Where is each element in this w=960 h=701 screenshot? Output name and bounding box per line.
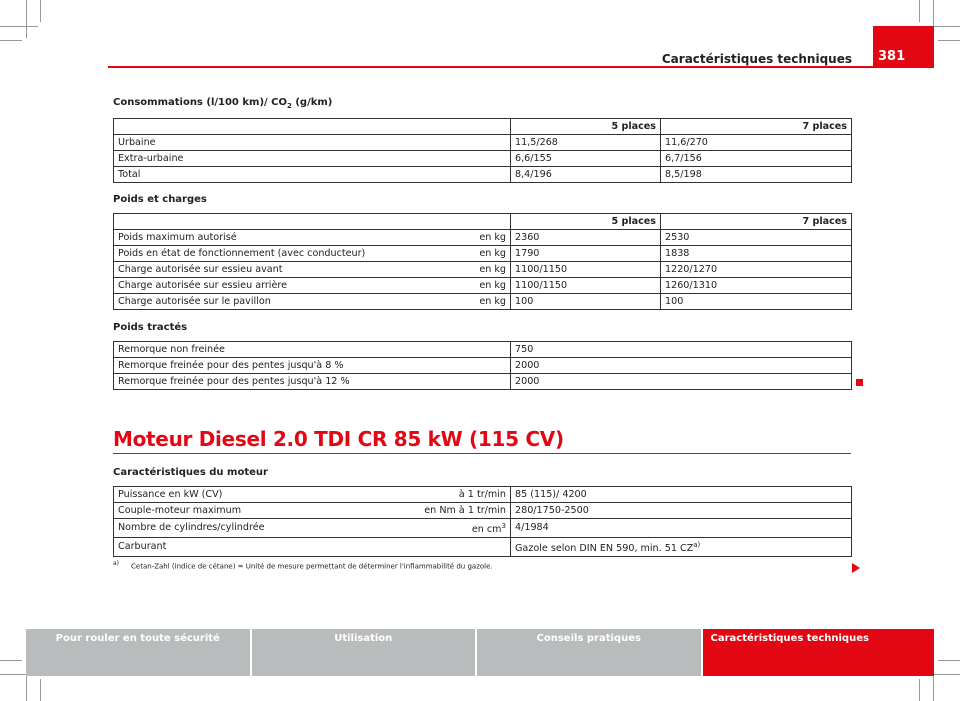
table-cell: Remorque freinée pour des pentes jusqu'à 8 % — [114, 358, 511, 374]
table-cell: Poids en état de fonctionnement (avec conducteur) — [114, 246, 444, 262]
table-row — [114, 342, 852, 358]
table-cell: 1790 — [511, 246, 661, 262]
chapter-tab-safety[interactable]: Pour rouler en toute sécurité — [26, 629, 250, 676]
table-cell: Charge autorisée sur essieu avant — [114, 262, 444, 278]
table-header-row — [114, 119, 852, 135]
table-cell: 8,5/198 — [661, 167, 852, 183]
continue-arrow-icon — [852, 563, 860, 573]
table-row — [114, 519, 852, 538]
table-row — [114, 487, 852, 503]
weights-title: Poids et charges — [113, 194, 207, 205]
consumption-title-sub: 2 — [287, 102, 292, 110]
table-cell: 11,5/268 — [511, 135, 661, 151]
table-cell: Charge autorisée sur essieu arrière — [114, 278, 444, 294]
crop-mark — [938, 660, 960, 661]
table-cell-unit: en kg — [444, 294, 511, 310]
engine-heading: Moteur Diesel 2.0 TDI CR 85 kW (115 CV) — [113, 427, 564, 451]
table-cell: Extra-urbaine — [114, 151, 511, 167]
crop-mark — [40, 0, 41, 22]
consumption-title — [113, 97, 332, 110]
table-row — [114, 167, 852, 183]
table-cell: 2000 — [511, 374, 852, 390]
crop-mark — [0, 26, 38, 27]
table-cell-unit: en kg — [444, 230, 511, 246]
table-cell: 2000 — [511, 358, 852, 374]
footnote-text: Cetan-Zahl (indice de cétane) = Unité de mesure permettant de déterminer l'inflammabilité du gazole. — [131, 562, 493, 571]
page-header-title: Caractéristiques techniques — [661, 52, 852, 66]
consumption-table — [113, 118, 852, 183]
table-row — [114, 294, 852, 310]
crop-mark — [919, 0, 920, 22]
table-cell: 100 — [511, 294, 661, 310]
table-header-cell — [444, 214, 511, 230]
chapter-tab-tips[interactable]: Conseils pratiques — [477, 629, 701, 676]
table-row — [114, 230, 852, 246]
table-header-cell — [114, 119, 511, 135]
table-row — [114, 246, 852, 262]
table-cell: 6,6/155 — [511, 151, 661, 167]
table-row — [114, 151, 852, 167]
table-cell: 1220/1270 — [661, 262, 852, 278]
table-cell: 85 (115)/ 4200 — [511, 487, 852, 503]
table-row — [114, 374, 852, 390]
table-row — [114, 135, 852, 151]
heading-rule — [113, 453, 851, 454]
section-end-marker — [856, 379, 863, 386]
table-cell: Couple-moteur maximum — [114, 503, 374, 519]
table-cell: 1260/1310 — [661, 278, 852, 294]
table-cell: 11,6/270 — [661, 135, 852, 151]
table-header-cell: 5 places — [511, 119, 661, 135]
table-header-cell: 7 places — [661, 214, 852, 230]
table-cell-unit — [374, 538, 511, 557]
table-cell: Poids maximum autorisé — [114, 230, 444, 246]
crop-mark — [0, 40, 22, 41]
table-cell: 4/1984 — [511, 519, 852, 538]
table-cell: Remorque non freinée — [114, 342, 511, 358]
table-cell-unit — [374, 519, 511, 538]
table-cell-unit: en kg — [444, 262, 511, 278]
table-cell: 2360 — [511, 230, 661, 246]
table-cell-unit: en kg — [444, 278, 511, 294]
table-row — [114, 503, 852, 519]
fuel-text: Gazole selon DIN EN 590, min. 51 CZ — [515, 543, 694, 555]
crop-mark — [919, 679, 920, 701]
unit-text: en cm — [471, 524, 502, 536]
table-cell-unit: en Nm à 1 tr/min — [374, 503, 511, 519]
table-row — [114, 262, 852, 278]
table-header-cell: 7 places — [661, 119, 852, 135]
table-cell-unit: en kg — [444, 246, 511, 262]
table-cell: 1100/1150 — [511, 262, 661, 278]
table-cell: 2530 — [661, 230, 852, 246]
footnote — [113, 560, 493, 570]
table-cell: 1100/1150 — [511, 278, 661, 294]
table-cell: 1838 — [661, 246, 852, 262]
footnote-mark: a) — [113, 560, 120, 567]
consumption-title-pre: Consommations (l/100 km)/ CO — [113, 97, 287, 108]
table-cell: Remorque freinée pour des pentes jusqu'à 12 % — [114, 374, 511, 390]
page-number: 381 — [873, 26, 934, 68]
header-rule — [108, 66, 934, 68]
crop-mark — [26, 0, 27, 38]
table-header-cell: 5 places — [511, 214, 661, 230]
crop-mark — [0, 660, 22, 661]
table-cell: 750 — [511, 342, 852, 358]
table-cell: 8,4/196 — [511, 167, 661, 183]
table-cell — [511, 538, 852, 557]
table-cell: Total — [114, 167, 511, 183]
table-cell: 280/1750-2500 — [511, 503, 852, 519]
table-cell: 100 — [661, 294, 852, 310]
towing-title: Poids tractés — [113, 322, 188, 333]
table-cell: 6,7/156 — [661, 151, 852, 167]
chapter-tab-usage[interactable]: Utilisation — [252, 629, 476, 676]
table-row — [114, 538, 852, 557]
table-cell: Puissance en kW (CV) — [114, 487, 374, 503]
table-cell: Carburant — [114, 538, 374, 557]
crop-mark — [40, 679, 41, 701]
table-row — [114, 358, 852, 374]
consumption-title-post: (g/km) — [291, 97, 333, 108]
table-row — [114, 278, 852, 294]
unit-superscript: 3 — [501, 522, 506, 530]
table-cell: Charge autorisée sur le pavillon — [114, 294, 444, 310]
chapter-tab-technical[interactable]: Caractéristiques techniques — [703, 629, 935, 676]
engine-table — [113, 486, 852, 557]
table-header-cell — [114, 214, 444, 230]
table-cell: Nombre de cylindres/cylindrée — [114, 519, 374, 538]
chapter-nav — [26, 629, 934, 676]
towing-table — [113, 341, 852, 390]
footnote-ref: a) — [693, 541, 701, 550]
table-cell-unit: à 1 tr/min — [374, 487, 511, 503]
table-cell: Urbaine — [114, 135, 511, 151]
table-header-row — [114, 214, 852, 230]
engine-title: Caractéristiques du moteur — [113, 467, 268, 478]
weights-table — [113, 213, 852, 310]
crop-mark — [938, 40, 960, 41]
